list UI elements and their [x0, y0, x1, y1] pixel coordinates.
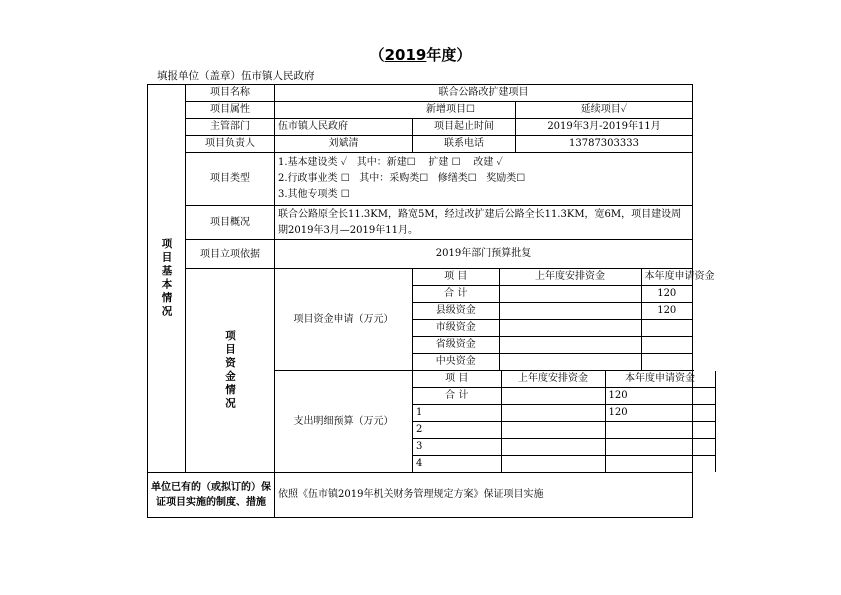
table-row: 2 [413, 422, 501, 439]
detail-cell [501, 388, 605, 405]
name-value: 联合公路改扩建项目 [275, 85, 693, 102]
attr-cont: 延续项目✓ [516, 102, 693, 119]
apply-label: 项目资金申请（万元） [275, 269, 413, 371]
table-row: 合 计 [413, 286, 499, 303]
dept-value: 伍市镇人民政府 [275, 119, 413, 136]
period-label: 项目起止时间 [413, 119, 516, 136]
type-option-2: 2.行政事业类 ☐ 其中：采购类☐ 修缮类☐ 奖励类☐ [278, 173, 526, 184]
apply-cell [641, 337, 692, 354]
apply-table-cell [413, 269, 715, 371]
basis-label: 项目立项依据 [186, 240, 275, 269]
apply-cell [499, 303, 641, 320]
detail-table-cell [413, 371, 693, 473]
apply-cell [499, 337, 641, 354]
apply-cell [499, 320, 641, 337]
apply-header-item: 项 目 [413, 269, 499, 286]
table-row: 1 [413, 405, 501, 422]
table-row: 合 计 [413, 388, 501, 405]
apply-cell [641, 320, 692, 337]
name-label: 项目名称 [186, 85, 275, 102]
type-label: 项目类型 [186, 153, 275, 206]
leader-value: 刘斌清 [275, 136, 413, 153]
apply-table [413, 269, 715, 370]
apply-cell: 120 [641, 303, 692, 320]
table-row: 县级资金 [413, 303, 499, 320]
detail-cell [501, 439, 605, 456]
apply-header-this: 本年度申请资金 [641, 269, 692, 286]
document-title: （2019年度） [369, 46, 472, 64]
project-form-table [147, 84, 715, 518]
detail-cell [501, 456, 605, 473]
table-row: 4 [413, 456, 501, 473]
phone-value: 13787303333 [516, 136, 693, 153]
attr-new: 新增项目☐ [275, 102, 516, 119]
detail-cell: 120 [605, 388, 715, 405]
detail-header-last: 上年度安排资金 [501, 371, 605, 388]
period-value: 2019年3月-2019年11月 [516, 119, 693, 136]
overview-text: 联合公路原全长11.3KM，路宽5M，经过改扩建后公路全长11.3KM，宽6M，项目建设周期2019年3月—2019年11月。 [275, 206, 693, 240]
detail-cell [605, 422, 715, 439]
detail-cell [501, 422, 605, 439]
guarantee-label: 单位已有的（或拟订的）保证项目实施的制度、措施 [148, 473, 275, 518]
table-row: 3 [413, 439, 501, 456]
table-row: 市级资金 [413, 320, 499, 337]
basic-section-label: 项目基本情况 [148, 85, 186, 473]
apply-header-last: 上年度安排资金 [499, 269, 641, 286]
apply-cell [499, 286, 641, 303]
phone-label: 联系电话 [413, 136, 516, 153]
detail-header-item: 项 目 [413, 371, 501, 388]
detail-cell [501, 405, 605, 422]
type-options [275, 153, 693, 206]
table-row: 省级资金 [413, 337, 499, 354]
type-option-3: 3.其他专项类 ☐ [278, 189, 350, 200]
detail-table [413, 371, 715, 472]
funds-section-label: 项目资金情况 [186, 269, 275, 473]
guarantee-value: 依照《伍市镇2019年机关财务管理规定方案》保证项目实施 [275, 473, 693, 518]
attr-label: 项目属性 [186, 102, 275, 119]
detail-label: 支出明细预算（万元） [275, 371, 413, 473]
detail-cell [605, 456, 715, 473]
overview-label: 项目概况 [186, 206, 275, 240]
basis-value: 2019年部门预算批复 [275, 240, 693, 269]
detail-cell [605, 439, 715, 456]
detail-header-this: 本年度申请资金 [605, 371, 715, 388]
leader-label: 项目负责人 [186, 136, 275, 153]
apply-cell [499, 354, 641, 371]
reporting-unit: 填报单位（盖章）伍市镇人民政府 [157, 70, 315, 82]
detail-cell: 120 [605, 405, 715, 422]
dept-label: 主管部门 [186, 119, 275, 136]
apply-cell: 120 [641, 286, 692, 303]
type-option-1: 1.基本建设类 ✓ 其中：新建☐ 扩建 ☐ 改建 ✓ [278, 157, 503, 168]
apply-cell [641, 354, 692, 371]
table-row: 中央资金 [413, 354, 499, 371]
